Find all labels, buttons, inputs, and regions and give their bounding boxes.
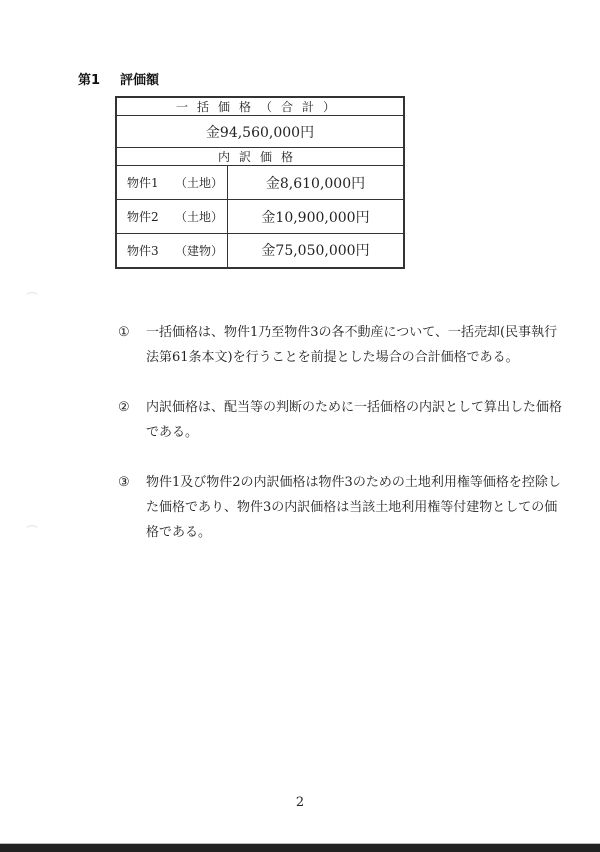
note-text: 物件1及び物件2の内訳価格は物件3のための土地利用権等価格を控除した価格であり、物件3の内訳価格は当該土地利用権等付建物としての価格である。 bbox=[146, 475, 561, 540]
breakdown-header: 内訳価格 bbox=[116, 148, 404, 166]
punch-hole-mark bbox=[24, 525, 40, 540]
note-marker: ① bbox=[118, 325, 130, 340]
note-text: 内訳価格は、配当等の判断のために一括価格の内訳として算出した価格である。 bbox=[146, 400, 563, 440]
total-price-header: 一括価格（合計） bbox=[116, 97, 404, 116]
table-row bbox=[116, 200, 404, 234]
page-number: 2 bbox=[295, 795, 305, 810]
property-name: 物件2 bbox=[127, 210, 159, 224]
property-type: （土地） bbox=[175, 210, 224, 224]
punch-hole-mark bbox=[24, 292, 40, 307]
note-item bbox=[118, 320, 568, 370]
section-number: 第1 bbox=[78, 73, 101, 88]
property-amount: 金75,050,000円 bbox=[228, 234, 405, 268]
notes-list bbox=[118, 320, 568, 570]
note-item bbox=[118, 470, 568, 545]
property-type: （建物） bbox=[175, 243, 224, 258]
property-name: 物件3 bbox=[127, 243, 159, 258]
section-heading bbox=[78, 69, 159, 88]
note-text: 一括価格は、物件1乃至物件3の各不動産について、一括売却(民事執行法第61条本文)を行うことを前提とした場合の合計価格である。 bbox=[146, 325, 558, 365]
property-amount: 金8,610,000円 bbox=[228, 166, 405, 200]
section-title: 評価額 bbox=[120, 73, 160, 88]
property-type: （土地） bbox=[175, 176, 224, 190]
note-marker: ③ bbox=[118, 475, 130, 490]
table-row bbox=[116, 166, 404, 200]
property-name: 物件1 bbox=[127, 176, 159, 190]
note-marker: ② bbox=[118, 400, 130, 415]
valuation-table bbox=[115, 96, 405, 269]
table-row bbox=[116, 234, 404, 268]
total-price-value: 金94,560,000円 bbox=[116, 116, 404, 148]
property-amount: 金10,900,000円 bbox=[228, 200, 405, 234]
note-item bbox=[118, 395, 568, 445]
